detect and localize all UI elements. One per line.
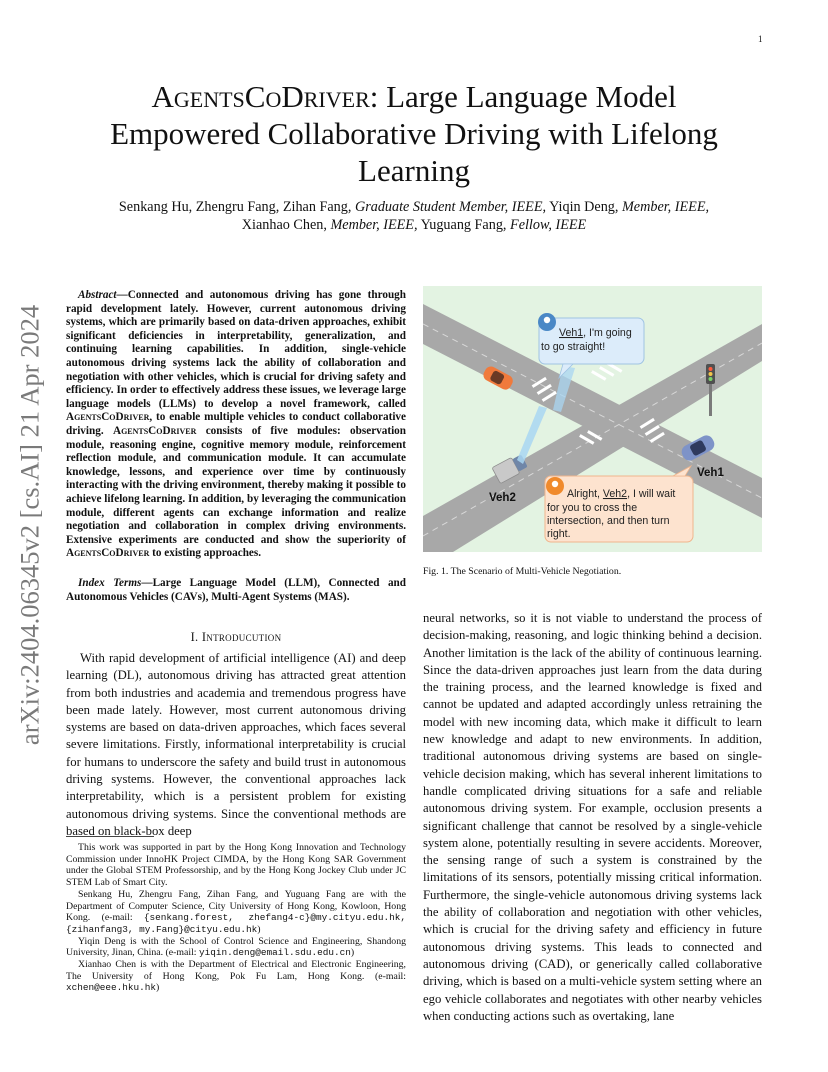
- bubble2-line2: for you to cross the: [547, 502, 638, 514]
- arxiv-stamp: [10, 290, 50, 760]
- footnote-email-2: yiqin.deng@email.sdu.edu.cn: [198, 947, 351, 959]
- bubble1-line2: to go straight!: [541, 341, 606, 353]
- index-terms-lead: Index Terms: [78, 577, 142, 589]
- abstract: [66, 289, 406, 561]
- footnotes: [66, 842, 406, 994]
- arxiv-stamp-text: arXiv:2404.06345v2 [cs.AI] 21 Apr 2024: [14, 304, 45, 746]
- paper-title: [60, 78, 768, 189]
- bubble2-line3: intersection, and then turn: [547, 515, 670, 527]
- footnote-affiliation-2: [66, 936, 406, 959]
- footnote-funding: This work was supported in part by the Hong Kong Innovation and Technology Commission under InnoHK Project CIMDA, by the Hong Kong SAR Government under the Global STEM Professorship, and by the Hong Kong Jockey Club under JC STEM Lab of Smart City.: [66, 842, 406, 889]
- intro-paragraph-right: neural networks, so it is not viable to understand the process of decision-making, reasoning, and logic thinking behind a decision. Another limitation is the lack of the ability of continuous learning. Since the data-driven approaches just learn from the data during the training process, and the learned knowledge is fixed and cannot be updated and adapted accordingly unless retraining the model with new incoming data, which make it difficult to learn new knowledge and adapt to new environments. In addition, traditional autonomous driving systems are based on single-vehicle decision making, which has several inherent limitations to handle complicated driving situations for a safe and reliable autonomous driving system. For example, occlusion presents a significant challenge that cannot be resolved by a single-vehicle system alone, potentially resulting in severe accidents. Moreover, the sensing range of such a system is constrained by the limitations of its sensors, potentially missing critical information. Furthermore, the single-vehicle autonomous driving systems lack the ability of collaboration and negotiation with other vehicles, which is crucial for the driving safety and efficiency in future autonomous driving systems. This leads to connected and autonomous driving (CAD), or generically called collaborative driving, which is based on a multi-vehicle system setting where an ego vehicle collaborates and negotiates with other nearby vehicles when conducting actions such as overtaking, lane: [423, 611, 762, 1023]
- bubble2-line4: right.: [547, 528, 571, 540]
- authors-role-1: Graduate Student Member, IEEE,: [354, 199, 547, 215]
- author-list: [60, 198, 768, 234]
- authors-names-4: Yuguang Fang,: [420, 217, 507, 233]
- index-terms: [66, 577, 406, 604]
- footnote-affiliation-1-end: ): [257, 923, 261, 935]
- abstract-lead: Abstract: [78, 289, 117, 301]
- footnote-affiliation-1: [66, 889, 406, 936]
- section-heading: [66, 630, 406, 645]
- abstract-text-4: to existing approaches.: [149, 547, 262, 560]
- bubble1-line1: [559, 327, 632, 339]
- footnote-divider: [66, 836, 154, 837]
- bubble2-line1-b: , I will wait: [627, 488, 676, 500]
- label-veh2: Veh2: [489, 492, 516, 504]
- bubble2-line1-a: Alright,: [567, 488, 603, 500]
- abstract-text-1: —Connected and autonomous driving has gone through rapid development lately. However, current autonomous driving systems, which are primarily based on data-driven approaches, exhibit significant deficiencies in interpretability, generalization, and continuing learning capabilities. In addition, single-vehicle autonomous driving systems lack the ability of collaboration and negotiation with other vehicles, which is crucial for driving safety and efficiency. In order to effectively address these issues, we leverage large language models (LLMs) to develop a novel framework, called: [66, 289, 406, 410]
- figure-1: [423, 286, 762, 552]
- bubble1-veh-ref: Veh1: [559, 327, 584, 339]
- abstract-text-2: , to enable multiple vehicles to conduct collaborative driving.: [66, 411, 406, 437]
- authors-role-2: Member, IEEE,: [621, 199, 710, 215]
- footnote-email-1: {senkang.forest, zhefang4-c}@my.cityu.edu.hk, {zihanfang3, my.Fang}@cityu.edu.hk: [66, 912, 406, 935]
- crosswalk-top: [591, 362, 622, 381]
- intro-paragraph-left: With rapid development of artificial intelligence (AI) and deep learning (DL), autonomous driving has attracted great attention from both industries and academia and tremendous progress have been made lately. However, most current autonomous driving systems are based on data-driven approaches, which faces several severe limitations. Firstly, informational interpretability is crucial for humans to underscore the safety and build trust in autonomous driving systems. However, the conventional approaches lack interpretability, which is a persistent problem for existing autonomous driving systems. Since the conventional methods are based on black-box deep: [66, 651, 406, 838]
- authors-names-2: Yiqin Deng,: [549, 199, 619, 215]
- footnote-email-3: xchen@eee.hku.hk: [66, 982, 157, 994]
- footnote-affiliation-3-text: Xianhao Chen is with the Department of Electrical and Electronic Engineering, The University of Hong Kong, Pok Fu Lam, Hong Kong. (e-mail:: [66, 959, 406, 982]
- title-line3: Learning: [358, 153, 470, 188]
- footnote-affiliation-3-end: ): [156, 982, 160, 994]
- authors-names-3: Xianhao Chen,: [241, 217, 327, 233]
- bubble1-line1-rest: , I'm going: [583, 327, 632, 339]
- title-framework-name: AgentsCoDriver: [151, 79, 370, 114]
- footnote-affiliation-1-text: Senkang Hu, Zhengru Fang, Zihan Fang, and Yuguang Fang are with the Department of Computer Science, City University of Hong Kong, Kowloon, Hong Kong. (e-mail:: [66, 888, 406, 924]
- figure-caption: Fig. 1. The Scenario of Multi-Vehicle Negotiation.: [423, 566, 622, 577]
- index-terms-text: —Large Language Model (LLM), Connected and Autonomous Vehicles (CAVs), Multi-Agent Systems (MAS).: [66, 577, 406, 603]
- bubble2-veh-ref: Veh2: [602, 488, 628, 500]
- section-title: Introducution: [201, 630, 282, 644]
- abstract-text-3: consists of five modules: observation module, reasoning engine, cognitive memory module, reinforcement reflection module, and communication module. It can accumulate knowledge, lessons, and experience over time by continuously interacting with the driving environment, thereby making it possible to achieve lifelong learning. In addition, by leveraging the communication module, different agents can exchange information and realize negotiation and collaboration in complex driving environments. Extensive experiments are conducted and show the superiority of: [66, 424, 406, 546]
- title-line1-rest: : Large Language Model: [369, 79, 677, 114]
- abstract-framework-3: AgentsCoDriver: [66, 547, 150, 560]
- authors-names-1: Senkang Hu, Zhengru Fang, Zihan Fang,: [118, 199, 352, 215]
- label-veh1: Veh1: [697, 467, 724, 479]
- bubble2-line1: [567, 488, 675, 500]
- intersection-illustration: [423, 286, 762, 552]
- authors-role-4: Fellow, IEEE: [510, 217, 587, 233]
- footnote-affiliation-3: [66, 959, 406, 994]
- section-number: I.: [190, 630, 199, 644]
- footnote-affiliation-2-end: ): [350, 947, 355, 959]
- title-line2: Empowered Collaborative Driving with Lifelong: [110, 116, 718, 151]
- footnote-affiliation-2-text: Yiqin Deng is with the School of Control Science and Engineering, Shandong University, Jinan, China. (e-mail:: [66, 935, 406, 959]
- abstract-framework-1: AgentsCoDriver: [66, 411, 150, 424]
- abstract-framework-2: AgentsCoDriver: [112, 424, 197, 437]
- authors-role-3: Member, IEEE,: [330, 217, 418, 233]
- page-number: 1: [758, 34, 763, 44]
